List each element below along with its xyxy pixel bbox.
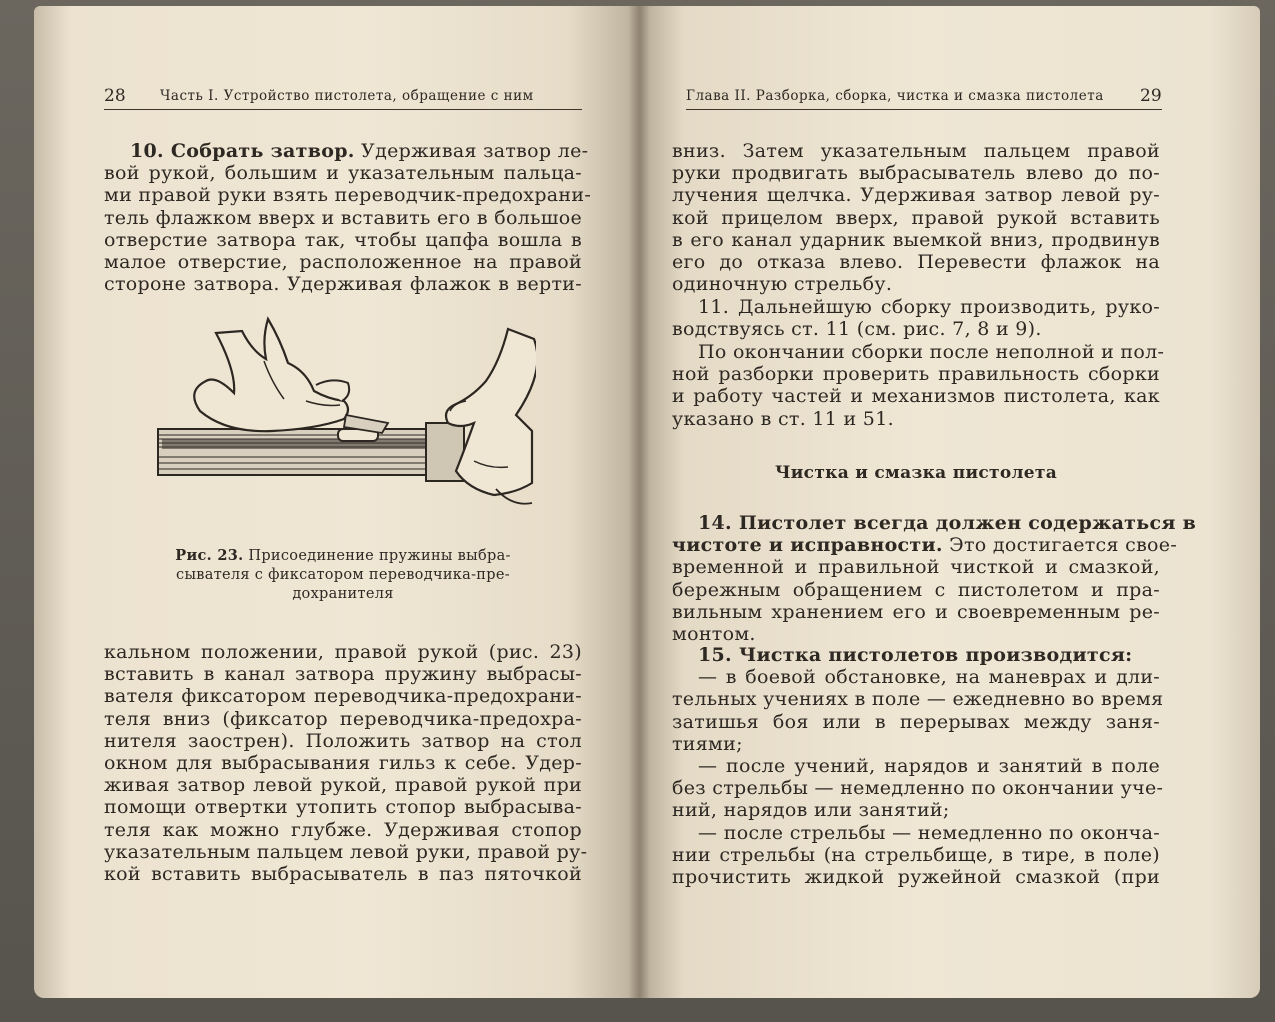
left-page (34, 6, 640, 998)
paragraph-11 (672, 296, 1160, 340)
paragraph-15-heading: 15. Чистка пистолетов производится: (698, 644, 1133, 666)
caption-line: дохранителя (292, 586, 394, 602)
text-line (672, 644, 1160, 666)
text-line: временной и правильной чисткой и смазкой, (672, 556, 1160, 579)
text-line (672, 512, 1197, 534)
text-line: помощи отвертки утопить стопор выбрасыва- (104, 796, 582, 819)
text-line (672, 534, 1178, 557)
text-line: кой прицелом вверх, правой рукой вставить (672, 206, 1160, 229)
paragraph-14-text: Это достигается свое- (942, 534, 1178, 557)
caption-line (140, 546, 546, 566)
text-line: нителя заострен). Положить затвор на стол (104, 729, 582, 752)
text-line: окном для выбрасывания гильз к себе. Удер- (104, 752, 582, 775)
text-line: — после учений, нарядов и занятий в поле (698, 755, 1160, 778)
text-line: указательным пальцем левой руки, правой ру- (104, 840, 588, 863)
text-line: теля вниз (фиксатор переводчика-предохра- (104, 707, 582, 730)
paragraph-10-first-line (104, 140, 589, 162)
left-header-rule (104, 109, 582, 110)
text-line: нии стрельбы (на стрельбище, в тире, в поле) (672, 843, 1160, 866)
text-line: кальном положении, правой рукой (рис. 23) (104, 641, 582, 663)
caption-label: Рис. 23. (175, 547, 244, 564)
left-page-number: 28 (104, 86, 126, 106)
right-running-head: Глава II. Разборка, сборка, чистка и смазка пистолета (686, 88, 1104, 104)
text-line: — после стрельбы — немедленно по оконча- (698, 821, 1160, 844)
text-line: отверстие затвора так, чтобы цапфа вошла в (104, 228, 582, 251)
text-line: монтом. (672, 623, 756, 646)
text-line: 11. Дальнейшую сборку производить, руко- (698, 296, 1160, 318)
right-header-rule (686, 109, 1162, 110)
paragraph-after-assembly (672, 341, 1165, 430)
text-line: По окончании сборки после неполной и пол- (698, 341, 1165, 363)
text-line: стороне затвора. Удерживая флажок в верти- (104, 273, 582, 296)
text-line: кой вставить выбрасыватель в паз пяточкой (104, 863, 582, 886)
text-line: ной разборки проверить правильность сборки (672, 363, 1160, 386)
figure-caption (140, 546, 546, 604)
left-running-head: Часть I. Устройство пистолета, обращение с ним (160, 88, 534, 104)
paragraph-14 (672, 512, 1197, 646)
text-line: бережным обращением с пистолетом и пра- (672, 578, 1160, 601)
caption-line: сывателя с фиксатором переводчика-пре- (176, 567, 510, 583)
paragraph-10-label: 10. Собрать затвор. (130, 140, 355, 162)
text-line: руки продвигать выбрасыватель влево до по- (672, 162, 1160, 185)
text-line: без стрельбы — немедленно по окончании уче- (672, 777, 1164, 800)
text-line: — в боевой обстановке, на маневрах и дли- (698, 666, 1160, 689)
text-line: одиночную стрельбу. (672, 273, 893, 296)
text-line: затишья боя или в перерывах между заня- (672, 710, 1160, 733)
text-line: его до отказа влево. Перевести флажок на (672, 251, 1160, 274)
text-line: вой рукой, большим и указательным пальца- (104, 162, 582, 185)
text-line: и работу частей и механизмов пистолета, как (672, 385, 1160, 408)
text-line: указано в ст. 11 и 51. (672, 407, 894, 430)
paragraph-10-continued (104, 641, 588, 886)
hands-inserting-safety-lever-illustration (156, 311, 536, 511)
paragraph-14-bold: чистоте и исправности. (672, 534, 943, 557)
right-page-number: 29 (1140, 86, 1162, 106)
text-line: водствуясь ст. 11 (см. рис. 7, 8 и 9). (672, 318, 1042, 341)
right-page (640, 6, 1260, 998)
text-line: вставить в канал затвора пружину выбрасы- (104, 663, 582, 686)
caption-first-text: Присоединение пружины выбра- (243, 548, 511, 564)
paragraph-10 (104, 140, 592, 296)
text-line: теля как можно глубже. Удерживая стопор (104, 818, 582, 841)
paragraph-10-end (672, 140, 1160, 295)
text-line: тельных учениях в поле — ежедневно во время (672, 688, 1164, 711)
text-line: живая затвор левой рукой, правой рукой при (104, 774, 582, 797)
section-title: Чистка и смазка пистолета (774, 463, 1058, 483)
text-line: в его канал ударник выемкой вниз, продвинув (672, 228, 1160, 251)
text-line: лучения щелчка. Удерживая затвор левой ру- (672, 184, 1160, 207)
book-spine (628, 6, 650, 998)
text-line: вниз. Затем указательным пальцем правой (672, 140, 1160, 162)
text-line: малое отверстие, расположенное на правой (104, 251, 582, 274)
text-line: ми правой руки взять переводчик-предохрани- (104, 184, 592, 207)
paragraph-15 (672, 644, 1164, 889)
text-line: прочистить жидкой ружейной смазкой (при (672, 866, 1160, 889)
paragraph-10-first-text: Удерживая затвор ле- (354, 140, 589, 162)
text-line: тиями; (672, 732, 743, 755)
text-line: вильным хранением его и своевременным ре- (672, 600, 1160, 623)
text-line: тель флажком вверх и вставить его в большое (104, 206, 582, 229)
text-line: ний, нарядов или занятий; (672, 799, 950, 822)
paragraph-14-bold: 14. Пистолет всегда должен содержаться в (698, 512, 1197, 534)
text-line: вателя фиксатором переводчика-предохрани- (104, 685, 582, 708)
